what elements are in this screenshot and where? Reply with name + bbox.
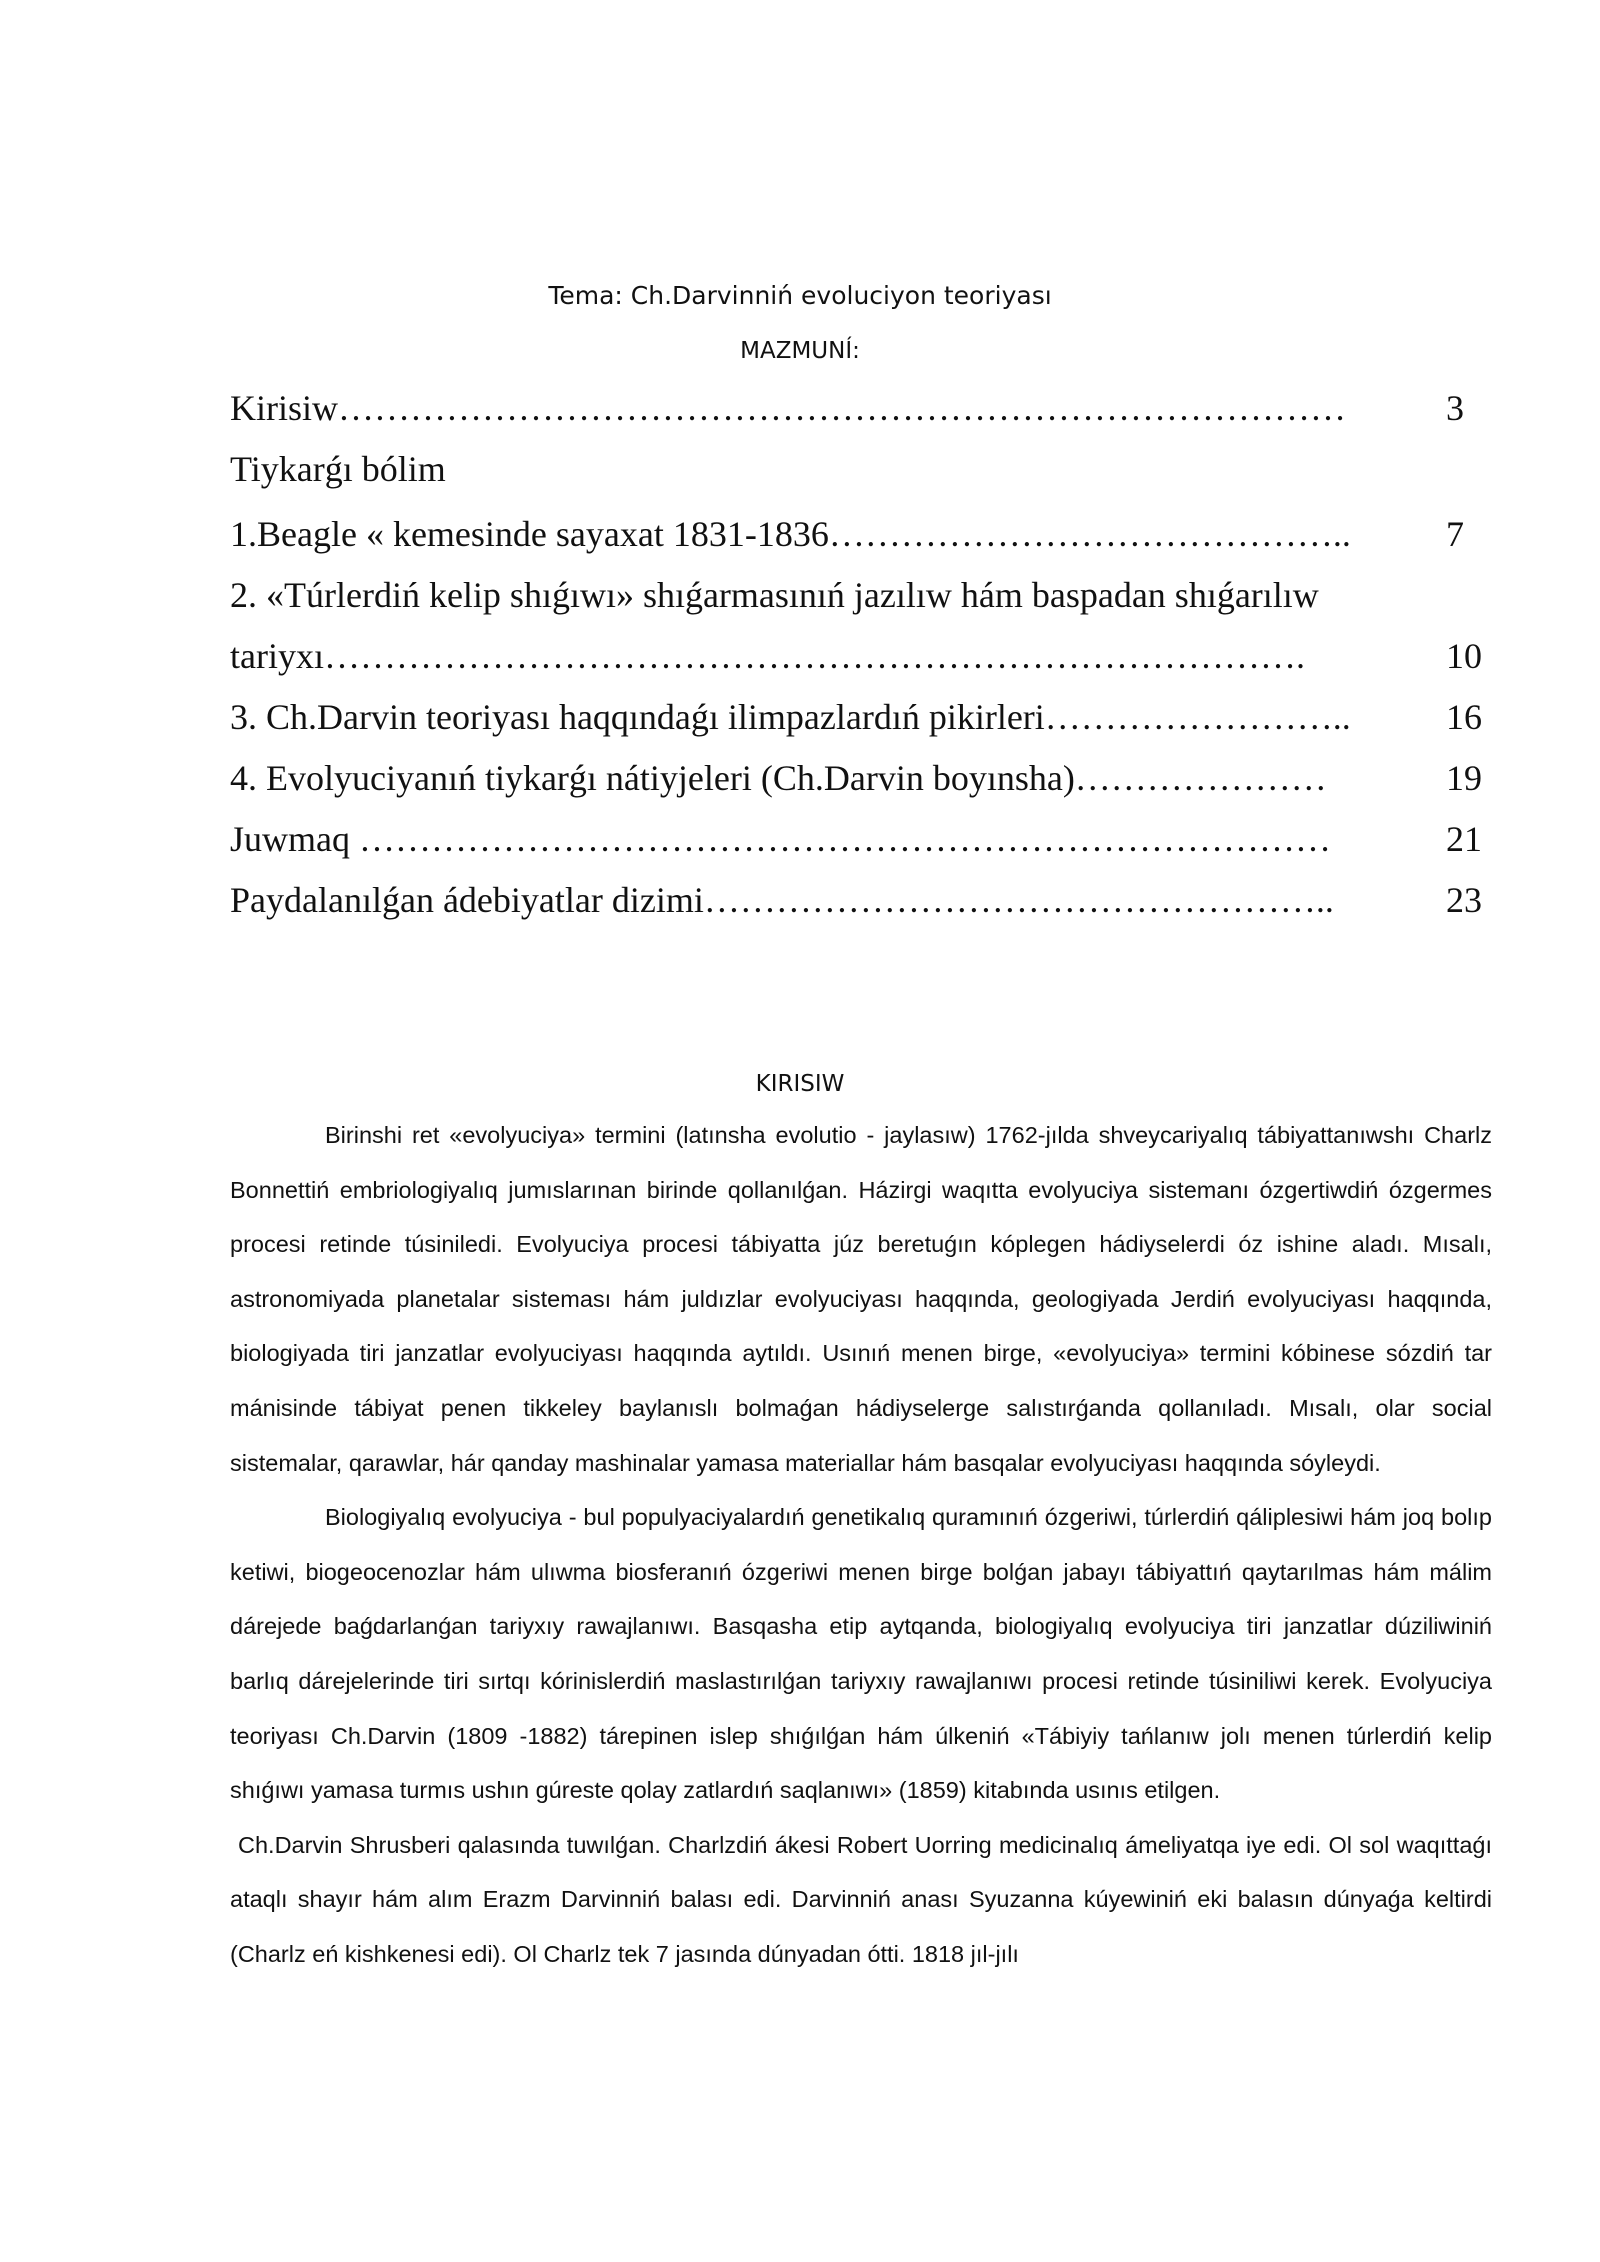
toc-row (230, 565, 1490, 625)
toc-entry-page: 16 (1446, 697, 1482, 737)
toc-entry-title: 1.Beagle « kemesinde sayaxat 1831-1836…………………………………….. (230, 514, 1351, 554)
contents-heading: MAZMUNÍ: (740, 338, 860, 364)
toc-row (230, 809, 1490, 869)
toc-row (230, 748, 1490, 808)
toc-entry-title: Juwmaq ……………………………………………………………………… (230, 819, 1331, 859)
section-heading-introduction: KIRISIW (755, 1071, 845, 1097)
toc-row (230, 504, 1490, 564)
toc-entry-page: 3 (1446, 388, 1464, 428)
toc-entry-page: 19 (1446, 758, 1482, 798)
paragraph: Biologiyalıq evolyuciya - bul populyaciyalardıń genetikalıq quramınıń ózgeriwi, túrlerdiń qáliplesiwi hám joq bolıp ketiwi, biogeocenozlar hám ulıwma biosferanıń ózgeriwi menen birge bolǵan jabayı tábiyattıń qaytarılmas hám málim dárejede baǵdarlanǵan tariyxıy rawajlanıwı. Basqasha etip aytqanda, biologiyalıq evolyuciya tiri janzatlar dúziliwiniń barlıq dárejelerinde tiri sırtqı kórinislerdiń maslastırılǵan tariyxıy rawajlanıwı procesi retinde túsiniliwi kerek. Evolyuciya teoriyası Ch.Darvin (1809 -1882) tárepinen islep shıǵılǵan hám úlkeniń «Tábiyiy tańlanıw jolı menen túrlerdiń kelip shıǵıwı yamasa turmıs ushın gúreste qolay zatlardıń saqlanıwı» (1859) kitabında usınıs etilgen. (230, 1504, 1492, 1804)
body-text (230, 1108, 1492, 1982)
document-title: Tema: Ch.Darvinniń evoluciyon teoriyası (548, 281, 1052, 310)
toc-entry-page: 21 (1446, 819, 1482, 859)
paragraph: Ch.Darvin Shrusberi qalasında tuwılǵan. Charlzdiń ákesi Robert Uorring medicinalıq ámeliyatqa iye edi. Ol sol waqıttaǵı ataqlı shayır hám alım Erazm Darvinniń balası edi. Darvinniń anası Syuzanna kúyewiniń eki balasın dúnyaǵa keltirdi (Charlz eń kishkenesi edi). Ol Charlz tek 7 jasında dúnyadan ótti. 1818 jıl-jılı (230, 1831, 1492, 1967)
toc-row (230, 378, 1490, 438)
toc-entry-page: 10 (1446, 636, 1482, 676)
toc-entry-title: 3. Ch.Darvin teoriyası haqqındaǵı ilimpazlardıń pikirleri…………………….. (230, 697, 1351, 737)
toc-row (230, 870, 1490, 930)
toc-entry-page: 23 (1446, 880, 1482, 920)
toc-row (230, 687, 1490, 747)
toc-row (230, 626, 1490, 686)
paragraph: Birinshi ret «evolyuciya» termini (latınsha evolutio - jaylasıw) 1762-jılda shveycariyalıq tábiyattanıwshı Charlz Bonnettiń embriologiyalıq jumıslarınan birinde qollanılǵan. Házirgi waqıtta evolyuciya sistemanı ózgertiwdiń ózgermes procesi retinde túsiniledi. Evolyuciya procesi tábiyatta júz beretuǵın kóplegen hádiyselerdi óz ishine aladı. Mısalı, astronomiyada planetalar sisteması hám juldızlar evolyuciyası haqqında, geologiyada Jerdiń evolyuciyası haqqında, biologiyada tiri janzatlar evolyuciyası haqqında aytıldı. Usınıń menen birge, «evolyuciya» termini kóbinese sózdiń tar mánisinde tábiyat penen tikkeley baylanıslı bolmaǵan hádiyselerge salıstırǵanda qollanıladı. Mısalı, olar social sistemalar, qarawlar, hár qanday mashinalar yamasa materiallar hám basqalar evolyuciyası haqqında sóyleydi. (230, 1122, 1492, 1476)
toc-entry-title: 4. Evolyuciyanıń tiykarǵı nátiyjeleri (Ch.Darvin boyınsha)………………… (230, 758, 1327, 798)
toc-row (230, 439, 1490, 499)
toc-entry-page: 7 (1446, 514, 1464, 554)
toc-entry-title: tariyxı………………………………………………………………………. (230, 636, 1305, 676)
toc-entry-title: Tiykarǵı bólim (230, 449, 446, 489)
toc-entry-title: Paydalanılǵan ádebiyatlar dizimi…………………………………………….. (230, 880, 1334, 920)
toc-entry-title: Kirisiw………………………………………………………………………… (230, 388, 1346, 428)
toc-entry-title: 2. «Túrlerdiń kelip shıǵıwı» shıǵarmasınıń jazılıw hám baspadan shıǵarılıw (230, 575, 1319, 615)
